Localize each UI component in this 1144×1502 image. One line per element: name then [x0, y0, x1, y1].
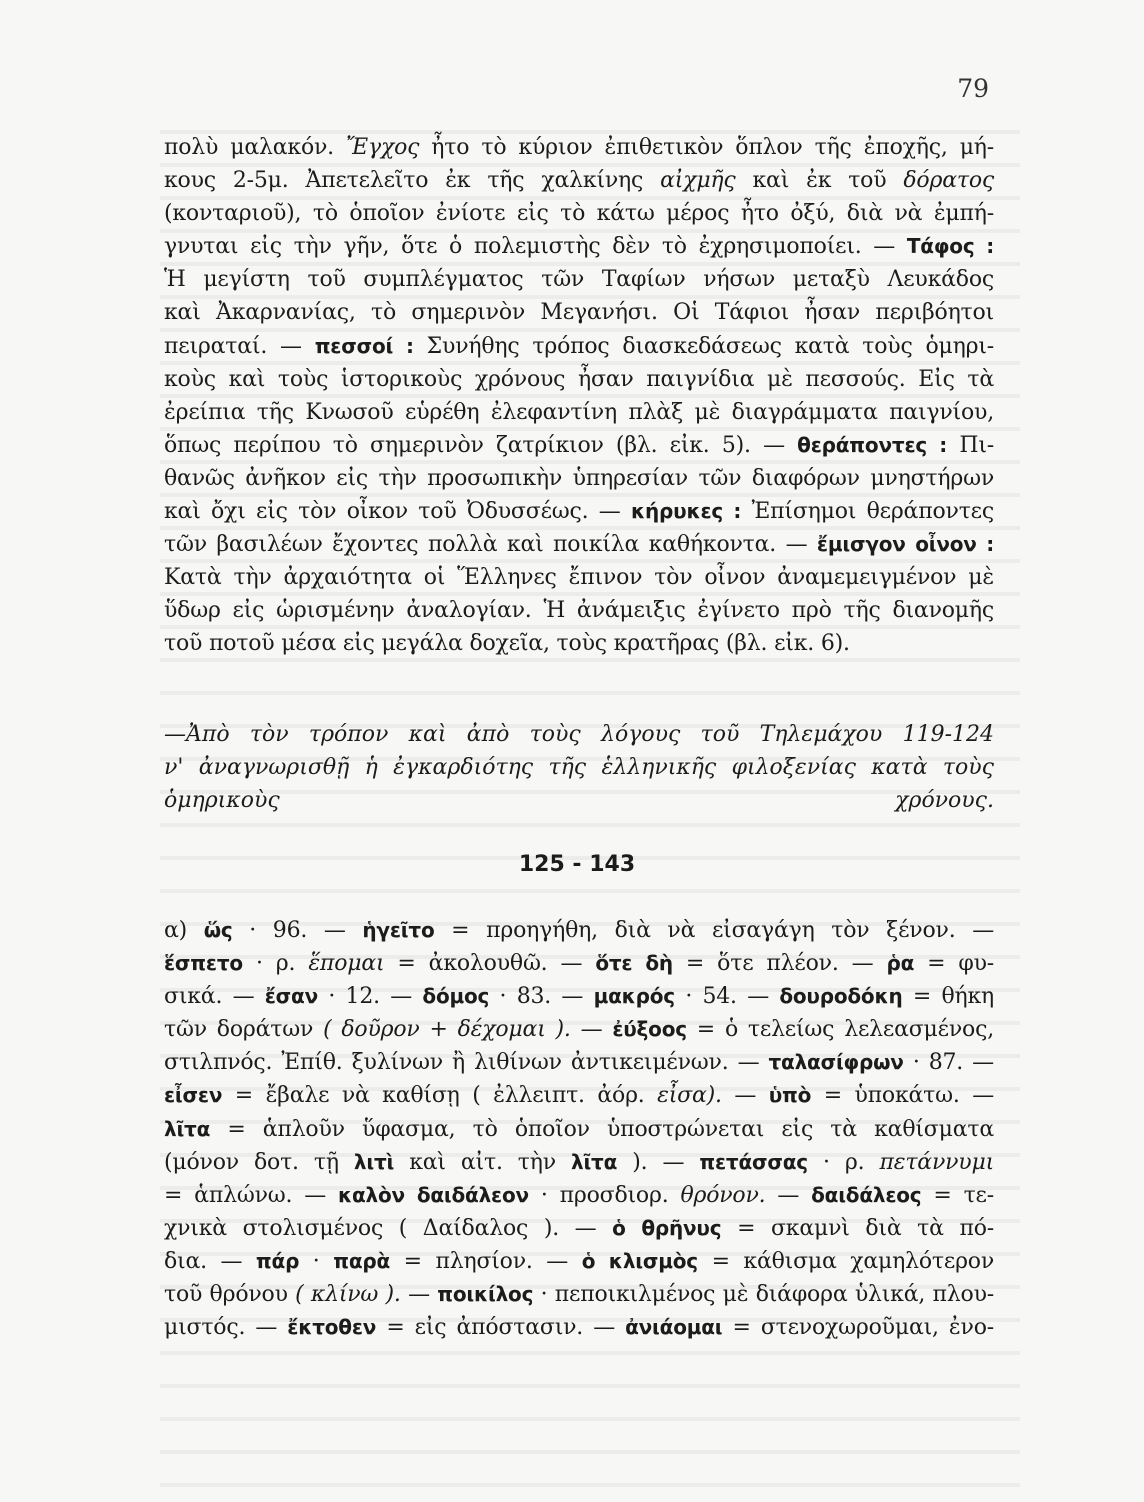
italic-phrase: ( κλίνω ).	[295, 1282, 401, 1308]
term-lemma: ὅτε δὴ	[595, 951, 673, 976]
text-line	[164, 462, 994, 495]
text-line	[164, 296, 994, 329]
text-line	[164, 131, 994, 164]
text-run: καὶ ὄχι εἰς τὸν οἶκον τοῦ Ὀδυσσέως. —	[164, 499, 631, 525]
text-line	[164, 751, 994, 784]
text-run: = φυ-	[914, 951, 994, 977]
text-run: = τε-	[921, 1182, 994, 1208]
term-lemma: ἐύξοος	[612, 1017, 687, 1042]
text-line	[164, 495, 994, 528]
text-run: = θήκη	[902, 984, 994, 1010]
text-line	[164, 1013, 994, 1046]
term-lemma: παρὰ	[333, 1248, 391, 1273]
text-run: = εἰς ἀπόστασιν. —	[376, 1315, 626, 1341]
text-line	[164, 1212, 994, 1245]
text-line	[164, 1046, 994, 1079]
text-run: Συνήθης τρόπος διασκεδάσεως κατὰ τοὺς ὁμηρι-	[413, 333, 994, 359]
text-line	[164, 594, 994, 627]
text-line	[164, 330, 994, 363]
term-lemma: λῖτα	[571, 1149, 618, 1174]
text-run: Κατὰ τὴν ἀρχαιότητα οἱ Ἕλληνες ἔπινον τὸν οἶνον ἀναμεμειγμένον μὲ	[164, 565, 994, 591]
term-lemma: καλὸν δαιδάλεον	[337, 1182, 529, 1207]
text-line	[164, 784, 994, 817]
text-line	[164, 561, 994, 594]
text-line	[164, 396, 994, 429]
text-line	[164, 947, 994, 980]
text-run: καὶ αἰτ. τὴν	[394, 1149, 571, 1175]
text-run: Πι-	[947, 432, 994, 458]
text-run: · 54. —	[674, 984, 780, 1010]
text-line	[164, 197, 994, 230]
term-lemma: λιτὶ	[353, 1149, 395, 1174]
verse-range-heading: 125 - 143	[518, 852, 636, 877]
text-run: τοῦ ποτοῦ μέσα εἰς μεγάλα δοχεῖα, τοὺς κρατῆρας (βλ. εἰκ. 6).	[164, 631, 850, 657]
text-run: · 12. —	[318, 984, 423, 1010]
text-run: ·	[299, 1248, 334, 1274]
text-run: · 87. —	[903, 1050, 994, 1076]
text-line	[164, 429, 994, 462]
text-run: ὁμηρικοὺς χρόνους.	[164, 788, 994, 813]
text-line	[164, 1245, 994, 1278]
text-run: · 96. —	[232, 918, 363, 943]
text-run: χνικὰ στολισμένος ( Δαίδαλος ). —	[164, 1215, 613, 1241]
text-run: (μόνον δοτ. τῇ	[164, 1149, 354, 1175]
text-run: = ἔβαλε νὰ καθίσῃ ( ἐλλειπτ. ἀόρ.	[222, 1083, 658, 1109]
text-line	[164, 263, 994, 296]
text-line	[164, 164, 994, 197]
term-lemma: πετάσσας	[699, 1149, 808, 1174]
term-lemma: ὑπὸ	[768, 1083, 812, 1108]
italic-phrase: πετάννυμι	[879, 1149, 994, 1175]
term-lemma: ἀνιάομαι	[625, 1315, 723, 1340]
text-line	[164, 230, 994, 263]
term-lemma: δόμος	[422, 984, 490, 1009]
text-run: ν' ἀναγνωρισθῇ ἡ ἐγκαρδιότης τῆς ἑλληνικῆς φιλοξενίας κατὰ τοὺς	[164, 755, 994, 780]
text-line	[164, 1278, 994, 1311]
text-run: καὶ ἐκ τοῦ	[735, 168, 904, 194]
text-run: · πεποικιλμένος μὲ διάφορα ὑλικά, πλου-	[533, 1282, 994, 1308]
text-run: · ρ.	[807, 1149, 880, 1175]
term-lemma: ῥα	[886, 951, 915, 976]
text-run: = ὁ τελείως λελεασμένος,	[686, 1017, 994, 1043]
term-lemma: λῖτα	[164, 1116, 211, 1141]
text-line	[164, 1179, 994, 1212]
text-run: κους 2-5μ. Ἀπετελεῖτο ἐκ τῆς χαλκίνης	[164, 168, 661, 194]
text-run: Ἐπίσημοι θεράποντες	[741, 499, 994, 525]
text-run: —Ἀπὸ τὸν τρόπον καὶ ἀπὸ τοὺς λόγους τοῦ Τηλεμάχου 119-124	[164, 722, 994, 747]
term-lemma: ταλασίφρων	[768, 1050, 904, 1075]
term-lemma: ἔσαν	[264, 984, 319, 1009]
text-run: ὅπως περίπου τὸ σημερινὸν ζατρίκιον (βλ. εἰκ. 5). —	[164, 432, 798, 458]
term-lemma: πάρ	[255, 1248, 300, 1273]
text-run: · ρ.	[242, 951, 309, 977]
page-number: 79	[957, 74, 989, 103]
term-lemma: ποικίλος	[437, 1282, 534, 1307]
text-run: ἐρείπια τῆς Κνωσοῦ εὑρέθη ἐλεφαντίνη πλὰξ μὲ διαγράμματα παιγνίου,	[164, 399, 994, 425]
term-lemma: δουροδόκη	[779, 984, 903, 1009]
text-run: θανῶς ἀνῆκον εἰς τὴν προσωπικὴν ὑπηρεσίαν τῶν διαφόρων μνηστήρων	[164, 465, 994, 491]
text-run: —	[570, 1017, 613, 1043]
text-run: ὕδωρ εἰς ὡρισμένην ἀναλογίαν. Ἡ ἀνάμειξις ἐγίνετο πρὸ τῆς διανομῆς	[164, 598, 994, 624]
italic-phrase: ἕπομαι	[308, 951, 385, 977]
text-line	[164, 528, 994, 561]
text-line	[164, 1079, 994, 1112]
term-lemma: ἔκτοθεν	[287, 1315, 377, 1340]
text-run: α)	[164, 918, 204, 943]
text-run: = ὑποκάτω. —	[811, 1083, 994, 1109]
text-line	[164, 980, 994, 1013]
text-run: —	[400, 1282, 438, 1308]
term-lemma: ἕσπετο	[164, 951, 243, 976]
text-run: = προηγήθη, διὰ νὰ εἰσαγάγη τὸν ξένον. —	[434, 918, 994, 943]
term-lemma: μακρός	[593, 984, 675, 1009]
text-run: —	[721, 1083, 769, 1109]
text-line	[164, 363, 994, 396]
text-run: γνυται εἰς τὴν γῆν, ὅτε ὁ πολεμιστὴς δὲν τὸ ἐχρησιμοποίει. —	[164, 234, 907, 260]
italic-phrase: εἶσα).	[657, 1083, 722, 1109]
text-run: ἦτο τὸ κύριον ἐπιθετικὸν ὅπλον τῆς ἐποχῆς, μή-	[419, 135, 995, 160]
text-run: τῶν βασιλέων ἔχοντες πολλὰ καὶ ποικίλα καθήκοντα. —	[164, 532, 817, 558]
text-run: · προσδιορ.	[528, 1182, 681, 1208]
text-run: = πλησίον. —	[390, 1248, 582, 1274]
text-run: —	[765, 1182, 812, 1208]
text-run: = κάθισμα χαμηλότερον	[697, 1248, 995, 1274]
commentary-section-2	[164, 718, 994, 817]
text-run: · 83. —	[489, 984, 594, 1010]
term-lemma: ὥς	[203, 918, 233, 942]
text-run: = ἀκολουθῶ. —	[384, 951, 596, 977]
text-run: = στενοχωροῦμαι, ἐνο-	[722, 1315, 994, 1341]
text-run: τοῦ θρόνου	[164, 1282, 296, 1308]
text-run: = ὅτε πλέον. —	[672, 951, 887, 977]
text-run: = ἁπλώνω. —	[164, 1182, 338, 1208]
text-line	[164, 1146, 994, 1179]
text-run: πειραταί. —	[164, 333, 315, 359]
term-lemma: ἔμισγον οἶνον :	[816, 532, 994, 557]
term-lemma: θεράποντες :	[797, 432, 948, 457]
text-line	[164, 914, 994, 947]
text-line	[164, 718, 994, 751]
text-run: (κονταριοῦ), τὸ ὁποῖον ἐνίοτε εἰς τὸ κάτω μέρος ἦτο ὀξύ, διὰ νὰ ἐμπή-	[164, 201, 994, 227]
term-lemma: δαιδάλεος	[811, 1182, 922, 1207]
text-run: στιλπνός. Ἐπίθ. ξυλίνων ἢ λιθίνων ἀντικειμένων. —	[164, 1050, 769, 1076]
text-run: δια. —	[164, 1248, 256, 1274]
text-run: Ἡ μεγίστη τοῦ συμπλέγματος τῶν Ταφίων νήσων μεταξὺ Λευκάδος	[164, 267, 994, 293]
text-run: πολὺ μαλακόν.	[164, 135, 347, 160]
term-lemma: εἶσεν	[164, 1083, 223, 1108]
commentary-section-3	[164, 914, 994, 1344]
italic-phrase: αἰχμῆς	[660, 168, 736, 194]
term-lemma: ὁ κλισμὸς	[581, 1248, 698, 1273]
italic-phrase: δόρατος	[903, 168, 994, 194]
term-lemma: ἡγεῖτο	[362, 918, 435, 942]
italic-phrase: ( δοῦρον + δέχομαι ).	[323, 1017, 571, 1043]
italic-phrase: Ἔγχος	[346, 135, 420, 160]
text-run: = σκαμνὶ διὰ τὰ πό-	[721, 1215, 994, 1241]
text-line	[164, 627, 994, 660]
term-lemma: Τάφος :	[906, 234, 994, 259]
text-run: σικά. —	[164, 984, 265, 1010]
text-run: τῶν δοράτων	[164, 1017, 324, 1043]
term-lemma: ὁ θρῆνυς	[612, 1215, 722, 1240]
text-run: μιστός. —	[164, 1315, 288, 1341]
text-run: ). —	[617, 1149, 700, 1175]
text-run: = ἁπλοῦν ὕφασμα, τὸ ὁποῖον ὑποστρώνεται εἰς τὰ καθίσματα	[210, 1116, 994, 1142]
commentary-section-1	[164, 131, 994, 661]
text-line	[164, 1113, 994, 1146]
term-lemma: πεσσοί :	[314, 333, 414, 358]
italic-phrase: θρόνον.	[680, 1182, 766, 1208]
text-run: κοὺς καὶ τοὺς ἱστορικοὺς χρόνους ἦσαν παιγνίδια μὲ πεσσούς. Εἰς τὰ	[164, 366, 994, 392]
text-line	[164, 1311, 994, 1344]
text-run: καὶ Ἀκαρνανίας, τὸ σημερινὸν Μεγανήσι. Οἱ Τάφιοι ἦσαν περιβόητοι	[164, 300, 994, 326]
term-lemma: κήρυκες :	[630, 499, 742, 524]
